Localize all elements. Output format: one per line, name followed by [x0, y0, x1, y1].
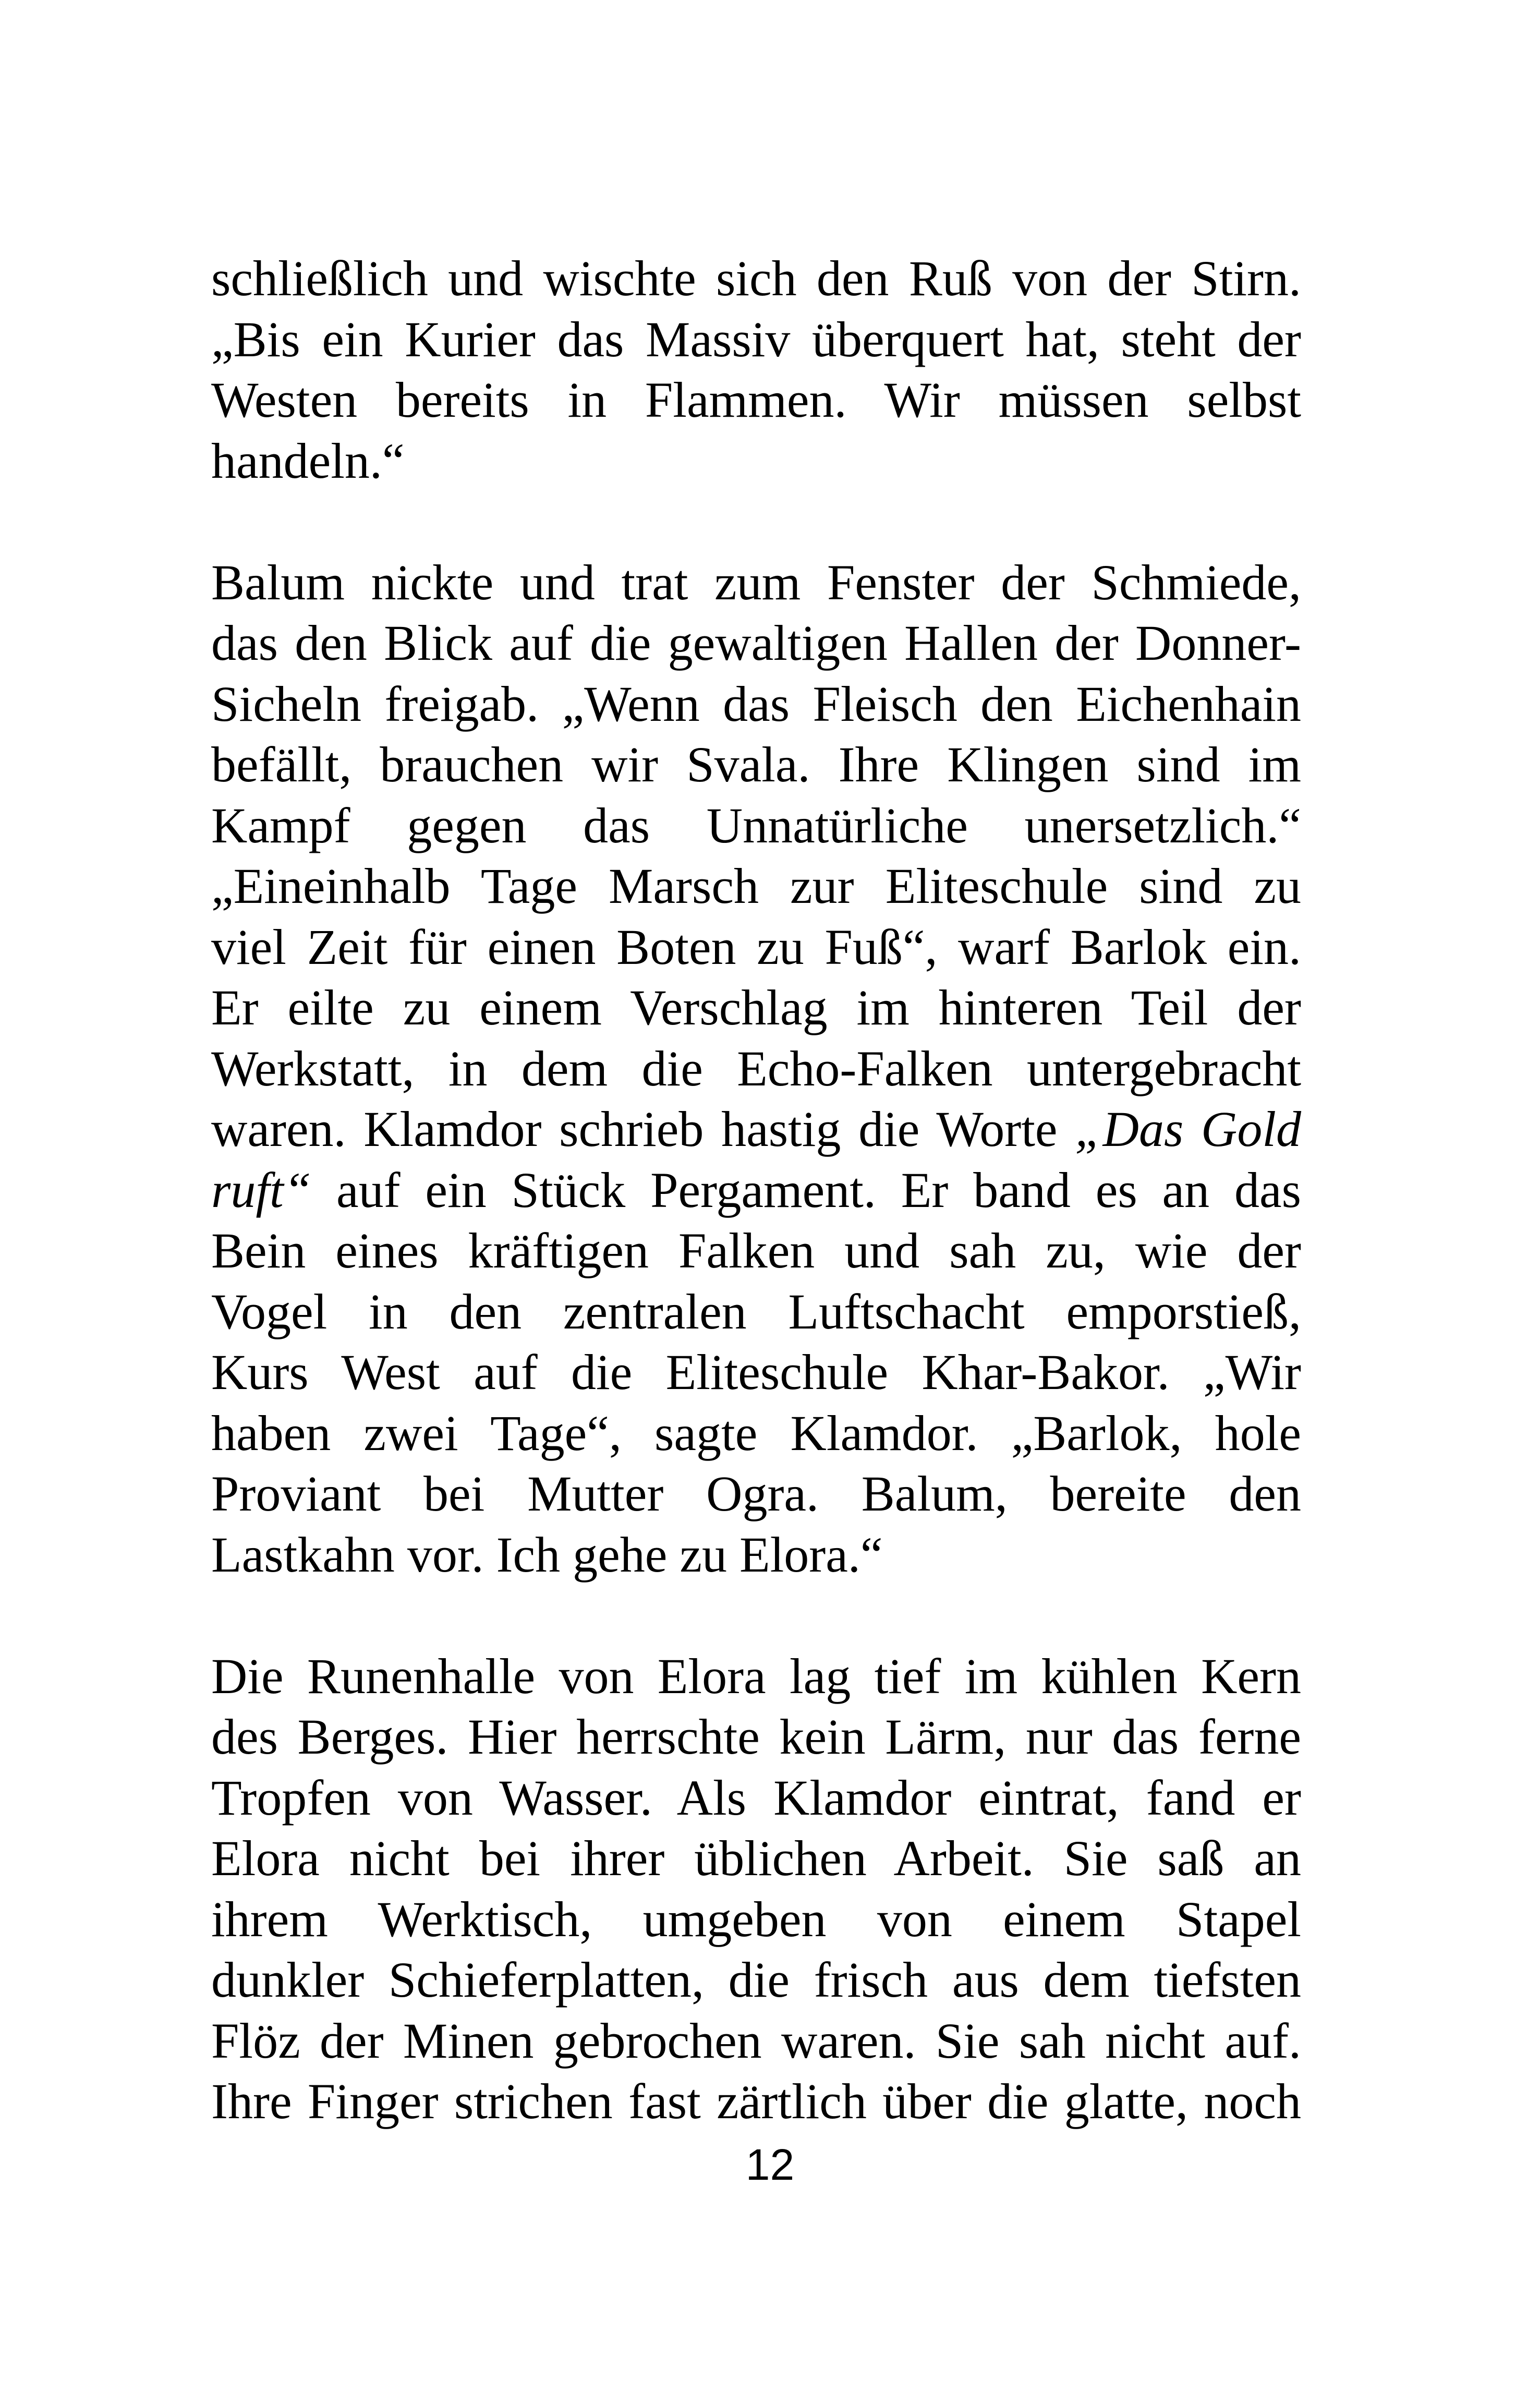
text-segment: des Berges. Hier herrschte kein Lärm, nur das ferne [211, 1709, 1301, 1765]
text-segment: viel Zeit für einen Boten zu Fuß“, warf Barlok ein. [211, 919, 1301, 975]
text-segment: ihrem Werktisch, umgeben von einem Stapel [211, 1891, 1301, 1947]
text-segment: Kampf gegen das Unnatürliche unersetzlich.“ [211, 797, 1301, 853]
text-line [211, 1282, 1301, 1343]
text-line [211, 1342, 1301, 1403]
italic-text: ruft“ [211, 1162, 312, 1218]
text-segment: Die Runenhalle von Elora lag tief im kühlen Kern [211, 1648, 1301, 1704]
text-segment: Tropfen von Wasser. Als Klamdor eintrat, fand er [211, 1769, 1301, 1826]
text-segment: Kurs West auf die Eliteschule Khar-Bakor. „Wir [211, 1344, 1301, 1400]
text-segment: haben zwei Tage“, sagte Klamdor. „Barlok, hole [211, 1405, 1301, 1461]
text-line [211, 1221, 1301, 1282]
text-segment: auf ein Stück Pergament. Er band es an das [311, 1162, 1301, 1218]
text-segment: Lastkahn vor. Ich gehe zu Elora.“ [211, 1526, 883, 1583]
text-line [211, 1403, 1301, 1464]
text-segment: schließlich und wischte sich den Ruß von der Stirn. [211, 250, 1301, 306]
text-line [211, 674, 1301, 735]
text-line [211, 431, 1301, 492]
text-line [211, 977, 1301, 1039]
text-segment: befällt, brauchen wir Svala. Ihre Klingen sind im [211, 736, 1301, 792]
text-segment: „Bis ein Kurier das Massiv überquert hat, steht der [211, 311, 1301, 367]
text-segment: Er eilte zu einem Verschlag im hinteren Teil der [211, 980, 1301, 1035]
page-number: 12 [745, 2140, 795, 2189]
text-line [211, 552, 1301, 613]
text-line [211, 1464, 1301, 1525]
text-segment: „Eineinhalb Tage Marsch zur Eliteschule sind zu [211, 858, 1301, 914]
text-line [211, 1950, 1301, 2011]
text-segment: Westen bereits in Flammen. Wir müssen selbst [211, 372, 1301, 428]
text-line [211, 1525, 1301, 1586]
paragraph [211, 248, 1301, 491]
text-line [211, 370, 1301, 431]
text-line [211, 734, 1301, 795]
text-line [211, 2071, 1301, 2132]
text-line [211, 1160, 1301, 1221]
body-text [211, 248, 1301, 2132]
text-segment: Vogel in den zentralen Luftschacht emporstieß, [211, 1283, 1301, 1339]
text-line [211, 1039, 1301, 1100]
text-line [211, 856, 1301, 917]
text-segment: handeln.“ [211, 432, 405, 489]
text-segment: Flöz der Minen gebrochen waren. Sie sah nicht auf. [211, 2012, 1301, 2069]
text-line [211, 2011, 1301, 2072]
text-segment: dunkler Schieferplatten, die frisch aus dem tiefsten [211, 1952, 1301, 2008]
text-line [211, 1646, 1301, 1707]
text-line [211, 1828, 1301, 1889]
text-line [211, 1099, 1301, 1160]
text-line [211, 248, 1301, 309]
text-segment: Sicheln freigab. „Wenn das Fleisch den Eichenhain [211, 675, 1301, 732]
text-segment: Bein eines kräftigen Falken und sah zu, wie der [211, 1223, 1301, 1278]
text-line [211, 613, 1301, 674]
text-line [211, 1889, 1301, 1950]
text-segment: waren. Klamdor schrieb hastig die Worte [211, 1101, 1075, 1157]
text-line [211, 1768, 1301, 1829]
paragraph [211, 552, 1301, 1586]
text-line [211, 795, 1301, 856]
text-segment: Elora nicht bei ihrer üblichen Arbeit. Sie saß an [211, 1830, 1301, 1886]
text-segment: Ihre Finger strichen fast zärtlich über die glatte, noch [211, 2073, 1301, 2129]
text-line [211, 1707, 1301, 1768]
text-segment: Balum nickte und trat zum Fenster der Schmiede, [211, 554, 1301, 610]
italic-text: „Das Gold [1075, 1101, 1302, 1157]
text-segment: das den Blick auf die gewaltigen Hallen der Donner- [211, 615, 1301, 671]
text-line [211, 917, 1301, 978]
text-segment: Werkstatt, in dem die Echo-Falken untergebracht [211, 1040, 1301, 1096]
paragraph [211, 1646, 1301, 2132]
text-segment: Proviant bei Mutter Ogra. Balum, bereite den [211, 1466, 1301, 1522]
text-line [211, 309, 1301, 370]
